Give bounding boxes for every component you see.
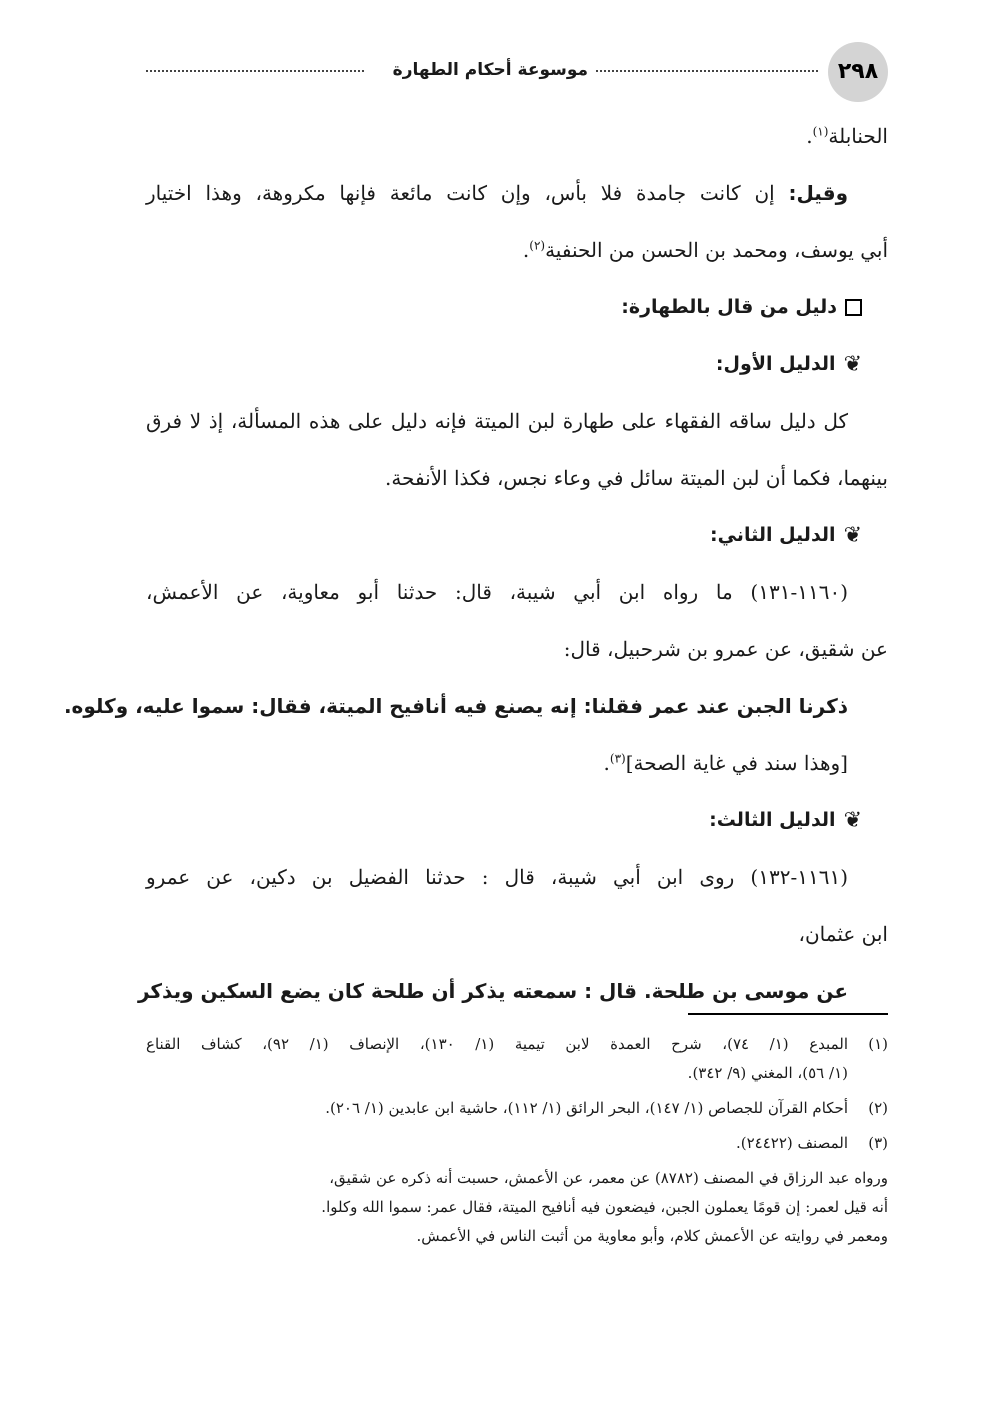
footnote: (١)المبدع (١/ ٧٤)، شرح العمدة لابن تيمية (١/ ١٣٠)، الإنصاف (١/ ٩٢)، كشاف القناع (146, 1030, 888, 1059)
text-line: الحنابلة$^{(١)}$. (806, 124, 888, 148)
footnote-ref: (٣) (609, 751, 626, 766)
leaf-ornament-icon: ❦ (843, 352, 862, 377)
text-line: وقيل: إن كانت جامدة فلا بأس، وإن كانت مائعة فإنها مكروهة، وهذا اختيار (146, 181, 848, 205)
hadith-matn: عن موسى بن طلحة. قال : سمعته يذكر أن طلحة كان يضع السكين ويذكر (137, 979, 848, 1003)
hadith-matn: ذكرنا الجبن عند عمر فقلنا: إنه يصنع فيه أنافيح الميتة، فقال: سموا عليه، وكلوه. (63, 694, 848, 718)
text-line: عن شقيق، عن عمرو بن شرحبيل، قال: (563, 637, 888, 661)
subsection-heading: ❦الدليل الثالث: (146, 792, 888, 849)
footnote-separator (688, 1013, 888, 1015)
header-dotted-rule (146, 70, 364, 72)
section-heading: دليل من قال بالطهارة: (146, 279, 888, 336)
footnote-continuation: أنه قيل لعمر: إن قومًا يعملون الجبن، فيضعون فيه أنافيح الميتة، فقال عمر: سموا الله وكلوا. (321, 1198, 888, 1216)
footnote-continuation: (١/ ٥٦)، المغني (٩/ ٣٤٢). (687, 1064, 848, 1082)
term-label: وقيل: (788, 181, 848, 205)
text-line: بينهما، فكما أن لبن الميتة سائل في وعاء نجس، فكذا الأنفحة. (384, 466, 888, 490)
footnote-continuation: ومعمر في روايته عن الأعمش كلام، وأبو معاوية من أثبت الناس في الأعمش. (416, 1227, 888, 1245)
text-line: كل دليل ساقه الفقهاء على طهارة لبن الميتة فإنه دليل على هذه المسألة، إذ لا فرق (146, 409, 848, 433)
footnote: (٢)أحكام القرآن للجصاص (١/ ١٤٧)، البحر الرائق (١/ ١١٢)، حاشية ابن عابدين (١/ ٢٠٦). (146, 1094, 888, 1123)
footnote-ref: (٢) (529, 238, 546, 253)
subsection-heading: ❦الدليل الأول: (146, 336, 888, 393)
hadith-isnad-line: (١١٦٠-١٣١) ما رواه ابن أبي شيبة، قال: حدثنا أبو معاوية، عن الأعمش، (146, 580, 848, 604)
text-line: [وهذا سند في غاية الصحة]$^{(٣)}$. (603, 751, 848, 775)
leaf-ornament-icon: ❦ (843, 523, 862, 548)
text-line: أبي يوسف، ومحمد بن الحسن من الحنفية$^{(٢)}$. (522, 238, 888, 262)
footnote: (٣)المصنف (٢٤٤٢٢). (146, 1129, 888, 1158)
footnote-ref: (١) (812, 124, 829, 139)
hadith-isnad-line: (١١٦١-١٣٢) روى ابن أبي شيبة، قال : حدثنا الفضيل بن دكين، عن عمرو (146, 865, 848, 889)
footnote-number: (٣) (868, 1134, 888, 1152)
page-number: ٢٩٨ (828, 42, 888, 102)
subsection-heading: ❦الدليل الثاني: (146, 507, 888, 564)
footnotes (146, 1030, 888, 1251)
footnote-number: (١) (868, 1035, 888, 1053)
footnote-number: (٢) (868, 1099, 888, 1117)
header-dotted-rule (596, 70, 818, 72)
text-line: ابن عثمان، (798, 922, 888, 946)
footnote-continuation: ورواه عبد الرزاق في المصنف (٨٧٨٢) عن معمر، عن الأعمش، حسبت أنه ذكره عن شقيق، (329, 1169, 888, 1187)
running-title: موسوعة أحكام الطهارة (392, 60, 588, 80)
main-text (63, 108, 888, 1020)
checkbox-square-icon (845, 299, 862, 316)
leaf-ornament-icon: ❦ (843, 808, 862, 833)
